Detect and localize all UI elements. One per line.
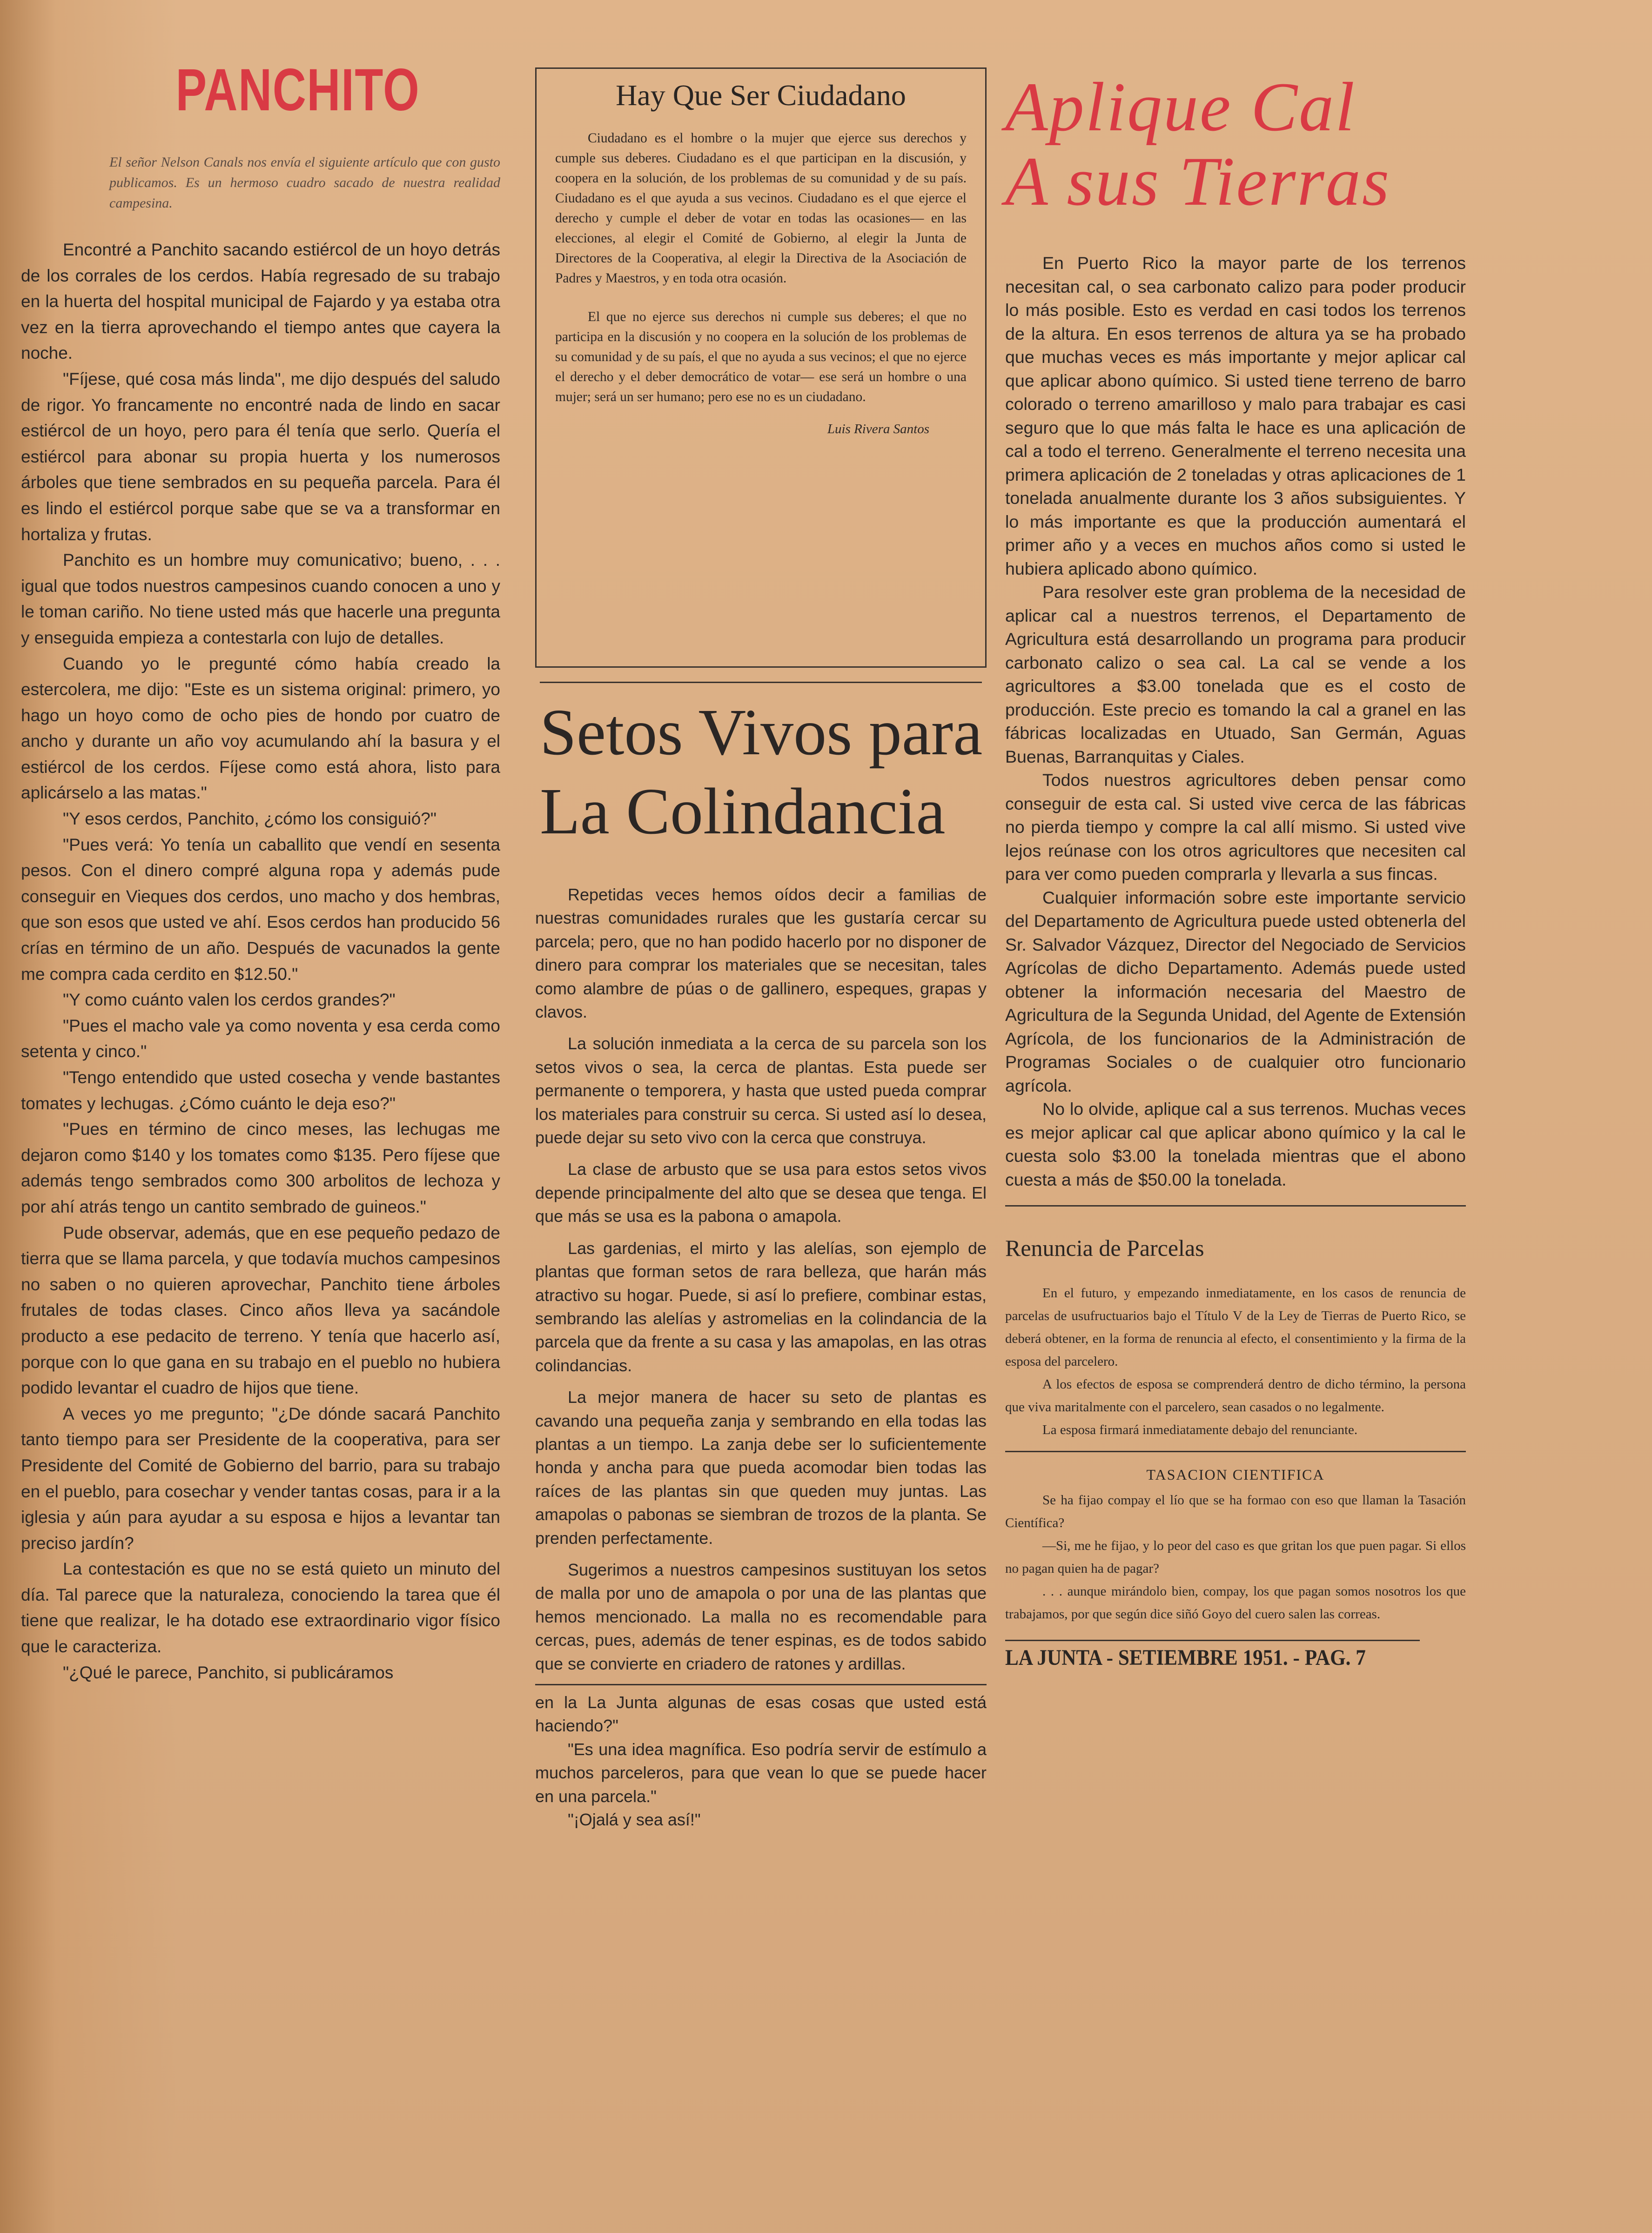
panchito-paragraph: "Pues verá: Yo tenía un caballito que vendí en sesenta pesos. Con el dinero compré alguna ropa y además pude conseguir en Vieques dos cerdos, uno macho y dos hembras, que son esos que usted ve ahí. Esos cerdos han producido 56 crías en término de un año. Después de vacunados la gente me compra cada cerdito en $12.50." (21, 835, 500, 984)
aplique-paragraph: No lo olvide, aplique cal a sus terrenos. Muchas veces es mejor aplicar cal que aplicar abono químico y la cal le cuesta solo $3.00 la tonelada mientras que el abono cuesta a más de $50.00 la tonelada. (1005, 1099, 1466, 1189)
panchito-paragraph: Panchito es un hombre muy comunicativo; bueno, . . . igual que todos nuestros campesinos cuando conocen a uno y le toman cariño. No tiene usted más que hacerle una pregunta y enseguida empieza a contestarla con lujo de detalles. (21, 550, 500, 647)
setos-body (535, 883, 987, 1676)
ciudadano-body (555, 128, 967, 439)
panchito-paragraph: Cuando yo le pregunté cómo había creado la estercolera, me dijo: "Este es un sistema original: primero, yo hago un hoyo como de ocho pies de hondo por cuatro de ancho y durante un año voy acumulando ahí la basura y el estiércol de los cerdos. Fíjese como está ahora, listo para aplicárselo a las matas." (21, 654, 500, 803)
renuncia-title: Renuncia de Parcelas (1005, 1235, 1204, 1261)
panchito-article (21, 56, 500, 1685)
aplique-paragraph: Para resolver este gran problema de la necesidad de aplicar cal a nuestros terrenos, el Departamento de Agricultura está desarrollando un programa para producir carbonato calizo o sea cal. La cal se vende a los agricultores a $3.00 tonelada que es el costo de producción. Este precio es tomando la cal a granel en las fábricas localizadas en Utuado, San Germán, Aguas Buenas, Barranquitas y Ciales. (1005, 582, 1466, 766)
setos-title (540, 692, 987, 851)
aplique-title-line: A sus Tierras (1005, 143, 1391, 220)
panchito-paragraph: "Y esos cerdos, Panchito, ¿cómo los consiguió?" (63, 809, 437, 829)
setos-paragraph: Las gardenias, el mirto y las alelías, son ejemplo de plantas que forman setos de rara belleza, que harán más atractivo su hogar. Puede, si así lo prefiere, combinar estas, sembrando las alelías y astromelias en la colindancia de la parcela que da frente a su casa y las amapolas, en las otras colindancias. (535, 1238, 987, 1375)
ciudadano-author: Luis Rivera Santos (827, 422, 929, 436)
aplique-paragraph: En Puerto Rico la mayor parte de los terrenos necesitan cal, o sea carbonato calizo para poder producir lo más posible. Esto es verdad en casi todos los terrenos de la altura. En esos terrenos de altura ya se ha probado que muchas veces es más importante y mejor aplicar cal que aplicar abono químico. Si usted tiene terreno de barro colorado o terreno amarilloso y malo para trabajar es casi seguro que lo que más falta le hace es una aplicación de cal a todo el terreno. Generalmente el terreno necesita una primera aplicación de 2 toneladas y otras aplicaciones de 1 tonelada anualmente durante los 3 años subsiguientes. Y lo más importante es que la producción aumentará el primer año y a veces en muchos años como si usted le hubiera aplicado abono químico. (1005, 253, 1466, 578)
aplique-title-line: Aplique Cal (1005, 68, 1356, 146)
panchito-paragraph: "Y como cuánto valen los cerdos grandes?" (63, 990, 396, 1010)
panchito-title: PANCHITO (175, 57, 420, 123)
tasacion-paragraph: . . . aunque mirándolo bien, compay, los que pagan somos nosotros los que trabajamos, por que según dice siñó Goyo del cuero salen las correas. (1005, 1584, 1466, 1622)
panchito-continuation (535, 1684, 987, 1831)
continuation-paragraph: en la La Junta algunas de esas cosas que usted está haciendo?" (535, 1693, 987, 1736)
aplique-body (1005, 251, 1466, 1191)
panchito-paragraph: "Pues el macho vale ya como noventa y esa cerda como setenta y cinco." (21, 1016, 500, 1061)
tasacion-body (1005, 1489, 1466, 1626)
divider (540, 682, 982, 683)
tasacion-paragraph: Se ha fijao compay el lío que se ha formao con eso que llaman la Tasación Científica? (1005, 1493, 1466, 1530)
renuncia-paragraph: En el futuro, y empezando inmediatamente, en los casos de renuncia de parcelas de usufructuarios bajo el Título V de la Ley de Tierras de Puerto Rico, se deberá obtener, en la forma de renuncia al efecto, el consentimiento y la firma de la esposa del parcelero. (1005, 1286, 1466, 1369)
continuation-paragraph: "Es una idea magnífica. Eso podría servir de estímulo a muchos parceleros, para que vean lo que se puede hacer en una parcela." (535, 1739, 987, 1806)
renuncia-paragraph: A los efectos de esposa se comprenderá dentro de dicho término, la persona que viva maritalmente con el parcelero, sean casados o no legalmente. (1005, 1377, 1466, 1415)
right-column (1005, 70, 1466, 1670)
tasacion-title: TASACION CIENTIFICA (1146, 1466, 1325, 1483)
panchito-intro: El señor Nelson Canals nos envía el siguiente artículo que con gusto publicamos. Es un hermoso cuadro sacado de nuestra realidad campesina. (109, 154, 500, 211)
ciudadano-title: Hay Que Ser Ciudadano (616, 79, 906, 112)
ciudadano-paragraph: Ciudadano es el hombre o la mujer que ejerce sus derechos y cumple sus deberes. Ciudadano es el que participan en la discusión, y coopera en la solución, de los problemas de su comunidad y de su país. Ciudadano es el que ayuda a sus vecinos. Ciudadano es el que ejerce el derecho y cumple el deber de votar en todas las ocasiones— en las elecciones, al elegir el Comité de Gobierno, al elegir la Junta de Directores de la Cooperativa, al elegir la Directiva de la Asociación de Padres y Maestros, y en toda otra ocasión. (555, 131, 967, 286)
panchito-paragraph: "Fíjese, qué cosa más linda", me dijo después del saludo de rigor. Yo francamente no encontré nada de lindo en sacar estiércol de un hoyo, pero para él tenía que serlo. Quería el estiércol para abonar su propia huerta y los numerosos árboles que tiene sembrados en su pequeña parcela. Para él es lindo el estiércol porque sabe que se va a transformar en hortaliza y frutas. (21, 369, 500, 544)
divider (1005, 1205, 1466, 1207)
ciudadano-paragraph: El que no ejerce sus derechos ni cumple sus deberes; el que no participa en la discusión y no coopera en la solución de los problemas de su comunidad y de su país, el que no ayuda a sus vecinos; el que no ejerce el derecho y el deber democrático de votar— ese será un hombre o una mujer; será un ser humano; pero ese no es un ciudadano. (555, 309, 967, 404)
setos-paragraph: Repetidas veces hemos oídos decir a familias de nuestras comunidades rurales que les gustaría cercar su parcela; pero, que no han podido hacerlo por no disponer de dinero para comprar los materiales que se necesitan, tales como alambre de púas o de gallinero, espeques, grapas y clavos. (535, 885, 987, 1022)
ciudadano-box (535, 67, 987, 668)
panchito-paragraph: La contestación es que no se está quieto un minuto del día. Tal parece que la naturaleza, conociendo la tarea que él tiene que realizar, le ha dotado ese extraordinario vigor físico que le caracteriza. (21, 1559, 500, 1656)
middle-column (535, 67, 987, 1831)
panchito-paragraph: A veces yo me pregunto; "¿De dónde sacará Panchito tanto tiempo para ser Presidente de la cooperativa, para ser Presidente del Comité de Gobierno del barrio, para su trabajo en el pueblo, para cosechar y vender tantas cosas, para ir a la iglesia y aún para ayudar a su esposa e hijos a levantar tan preciso jardín? (21, 1404, 500, 1553)
aplique-paragraph: Todos nuestros agricultores deben pensar como conseguir de esta cal. Si usted vive cerca de las fábricas no pierda tiempo y compre la cal allí mismo. Si usted vive lejos reúnase con los otros agricultores que necesiten cal para ver como pueden comprarla y llevarla a sus fincas. (1005, 770, 1466, 884)
page-footer: LA JUNTA - SETIEMBRE 1951. - PAG. 7 (1005, 1640, 1420, 1670)
panchito-paragraph: "Tengo entendido que usted cosecha y vende bastantes tomates y lechugas. ¿Cómo cuánto le deja eso?" (21, 1068, 500, 1113)
renuncia-body (1005, 1282, 1466, 1442)
panchito-paragraph: Encontré a Panchito sacando estiércol de un hoyo detrás de los corrales de los cerdos. Había regresado de su trabajo en la huerta del hospital municipal de Fajardo y ya estaba otra vez en la tierra aprovechando el tiempo antes que cayera la noche. (21, 240, 500, 363)
panchito-paragraph: Pude observar, además, que en ese pequeño pedazo de tierra que se llama parcela, y que todavía muchos campesinos no saben o no quieren aprovechar, Panchito tiene árboles frutales de todas clases. Cinco años lleva ya sacándole producto a ese pedacito de terreno. Y tenía que hacerlo así, porque con lo que gana en su trabajo en el pueblo no hubiera podido levantar el cuadro de hijos que tiene. (21, 1223, 500, 1398)
panchito-paragraph: "¿Qué le parece, Panchito, si publicáramos (63, 1663, 394, 1682)
panchito-body (21, 237, 500, 1685)
renuncia-paragraph: La esposa firmará inmediatamente debajo del renunciante. (1042, 1422, 1358, 1437)
setos-paragraph: La solución inmediata a la cerca de su parcela son los setos vivos o sea, la cerca de plantas. Esta puede ser permanente o temporera, y hasta que usted pueda comprar los materiales para construir su cerca. Si usted así lo desea, puede dejar su seto vivo con la cerca que construya. (535, 1034, 987, 1147)
panchito-paragraph: "Pues en término de cinco meses, las lechugas me dejaron como $140 y los tomates como $135. Pero fíjese que además tengo sembrados como 300 arbolitos de lechoza y por ahí atrás tengo un cantito sembrado de guineos." (21, 1120, 500, 1216)
setos-title-line: Setos Vivos para (540, 695, 983, 769)
divider (1005, 1451, 1466, 1452)
setos-paragraph: Sugerimos a nuestros campesinos sustituyan los setos de malla por uno de amapola o por una de las plantas que hemos mencionado. La malla no es recomendable para cercas, pues, además de tener espinas, es de todos sabido que se convierte en criadero de ratones y ardillas. (535, 1560, 987, 1673)
aplique-title (1005, 70, 1466, 219)
setos-title-line: La Colindancia (540, 774, 946, 848)
aplique-paragraph: Cualquier información sobre este importante servicio del Departamento de Agricultura puede usted obtenerla del Sr. Salvador Vázquez, Director del Negociado de Servicios Agrícolas de dicho Departamento. Además puede usted obtener la información necesaria del Maestro de Agricultura de la Segunda Unidad, del Agente de Extensión Agrícola, de los funcionarios de la Administración de Programas Sociales o de cualquier otro funcionario agrícola. (1005, 887, 1466, 1095)
tasacion-paragraph: —Si, me he fijao, y lo peor del caso es que gritan los que puen pagar. Si ellos no pagan quien ha de pagar? (1005, 1538, 1466, 1576)
continuation-paragraph: "¡Ojalá y sea así!" (568, 1810, 701, 1830)
setos-paragraph: La clase de arbusto que se usa para estos setos vivos depende principalmente del alto que se desea que tenga. El que más se usa es la pabona o amapola. (535, 1160, 987, 1226)
setos-paragraph: La mejor manera de hacer su seto de plantas es cavando una pequeña zanja y sembrando en ella todas las plantas a un tiempo. La zanja debe ser lo suficientemente honda y ancha para que pueda acomodar bien todas las raíces de las plantas sin que queden muy juntas. Las amapolas o pabonas se siembran de trozos de la planta. Se prenden perfectamente. (535, 1388, 987, 1548)
